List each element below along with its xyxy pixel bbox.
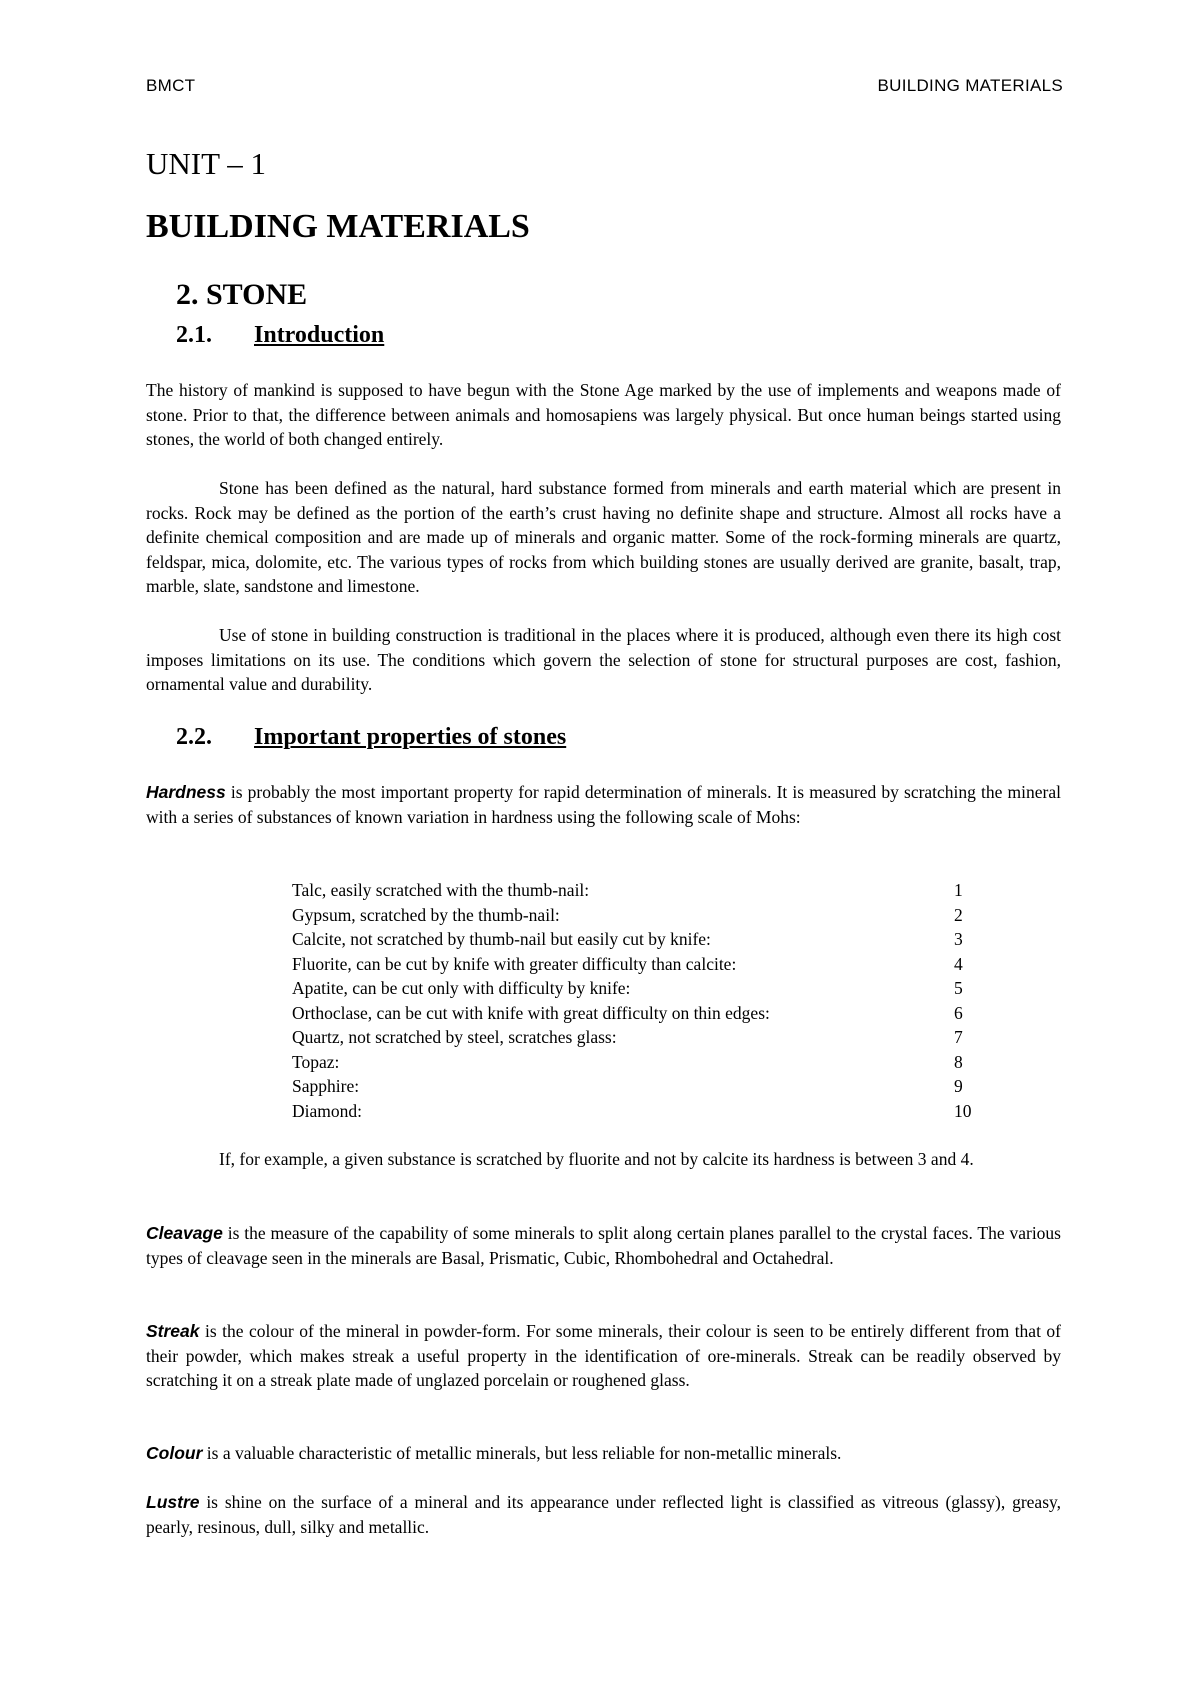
hardness-term: Hardness [146, 782, 226, 802]
intro-paragraph-3: Use of stone in building construction is traditional in the places where it is produced, although even there its high cost imposes limitations on its use. The conditions which govern the selection of stone for structural purposes are cost, fashion, ornamental value and durability. [146, 625, 1061, 694]
mohs-value: 10 [954, 1100, 972, 1121]
mohs-row [292, 1025, 972, 1050]
cleavage-text: is the measure of the capability of some minerals to split along certain planes parallel to the crystal faces. The various types of cleavage seen in the minerals are Basal, Prismatic, Cubic, Rhombohedral and Octahedral. [146, 1223, 1061, 1268]
mohs-row [292, 927, 972, 952]
hardness-text: is probably the most important property for rapid determination of minerals. It is measured by scratching the mineral with a series of substances of known variation in hardness using the following scale of Mohs: [146, 782, 1061, 827]
subsection-title: Introduction [254, 322, 385, 348]
mohs-label: Diamond: [292, 1100, 362, 1121]
mohs-label: Quartz, not scratched by steel, scratches glass: [292, 1027, 617, 1047]
header-right: BUILDING MATERIALS [877, 76, 1063, 95]
mohs-value: 2 [954, 904, 963, 925]
mohs-label: Fluorite, can be cut by knife with greater difficulty than calcite: [292, 953, 737, 974]
unit-heading: UNIT – 1 [146, 146, 266, 181]
streak-paragraph [146, 1319, 1061, 1393]
subsection-number: 2.2. [176, 724, 212, 750]
mohs-scale-list [292, 878, 972, 1123]
streak-term: Streak [146, 1321, 200, 1341]
mohs-value: 6 [954, 1002, 963, 1023]
mohs-row [292, 1050, 972, 1075]
hardness-paragraph [146, 780, 1061, 829]
mohs-row [292, 1074, 972, 1099]
header-left: BMCT [146, 76, 196, 95]
lustre-text: is shine on the surface of a mineral and its appearance under reflected light is classified as vitreous (glassy), greasy, pearly, resinous, dull, silky and metallic. [146, 1492, 1061, 1537]
mohs-label: Orthoclase, can be cut with knife with great difficulty on thin edges: [292, 1002, 770, 1023]
mohs-row [292, 903, 972, 928]
subsection-title: Important properties of stones [254, 724, 567, 750]
section-heading: 2. STONE [176, 278, 308, 311]
subsection-introduction-heading [176, 322, 384, 349]
intro-paragraph-2: Stone has been defined as the natural, hard substance formed from minerals and earth material which are present in rocks. Rock may be defined as the portion of the earth’s crust having no definite shape and structure. Almost all rocks have a definite chemical composition and are made up of minerals and organic matter. Some of the rock-forming minerals are quartz, feldspar, mica, dolomite, etc. The various types of rocks from which building stones are usually derived are granite, basalt, trap, marble, slate, sandstone and limestone. [146, 478, 1061, 596]
mohs-label: Sapphire: [292, 1076, 360, 1096]
mohs-label: Talc, easily scratched with the thumb-nail: [292, 880, 590, 900]
streak-text: is the colour of the mineral in powder-form. For some minerals, their colour is seen to be entirely different from that of their powder, which makes streak a useful property in the identification of ore-minerals. Streak can be readily observed by scratching it on a streak plate made of unglazed porcelain or roughened glass. [146, 1321, 1061, 1390]
hardness-example-paragraph: If, for example, a given substance is scratched by fluorite and not by calcite its hardness is between 3 and 4. [219, 1149, 974, 1169]
colour-text: is a valuable characteristic of metallic minerals, but less reliable for non-metallic minerals. [202, 1443, 842, 1463]
mohs-value: 4 [954, 953, 963, 974]
page-title: BUILDING MATERIALS [146, 208, 530, 245]
subsection-number: 2.1. [176, 322, 212, 348]
mohs-row [292, 1001, 972, 1026]
mohs-value: 7 [954, 1027, 963, 1047]
mohs-row [292, 878, 972, 903]
cleavage-paragraph [146, 1221, 1061, 1270]
mohs-label: Gypsum, scratched by the thumb-nail: [292, 904, 560, 925]
lustre-term: Lustre [146, 1492, 200, 1512]
mohs-value: 5 [954, 978, 963, 998]
subsection-properties-heading [176, 724, 566, 751]
cleavage-term: Cleavage [146, 1223, 223, 1243]
lustre-paragraph [146, 1490, 1061, 1539]
colour-term: Colour [146, 1443, 203, 1463]
mohs-label: Topaz: [292, 1051, 340, 1072]
mohs-row [292, 952, 972, 977]
mohs-value: 3 [954, 929, 963, 949]
mohs-value: 9 [954, 1076, 963, 1096]
mohs-value: 8 [954, 1051, 963, 1072]
mohs-row [292, 976, 972, 1001]
intro-paragraph-1: The history of mankind is supposed to have begun with the Stone Age marked by the use of implements and weapons made of stone. Prior to that, the difference between animals and homosapiens was largely physical. But once human beings started using stones, the world of both changed entirely. [146, 380, 1061, 449]
mohs-label: Calcite, not scratched by thumb-nail but easily cut by knife: [292, 929, 711, 949]
mohs-row [292, 1099, 972, 1124]
colour-paragraph [146, 1441, 1061, 1466]
mohs-value: 1 [954, 880, 963, 900]
mohs-label: Apatite, can be cut only with difficulty by knife: [292, 978, 631, 998]
